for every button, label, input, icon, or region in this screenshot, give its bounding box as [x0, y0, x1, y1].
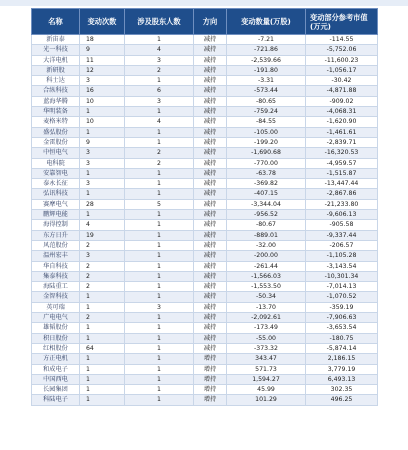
cell-change-count: 3	[80, 76, 125, 86]
cell-market-value: -10,301.34	[306, 271, 378, 281]
cell-name: 新宙泰	[32, 35, 80, 45]
cell-holders: 1	[125, 189, 194, 199]
cell-name: 华自科技	[32, 261, 80, 271]
cell-market-value: 496.25	[306, 395, 378, 405]
cell-direction: 减持	[194, 127, 227, 137]
table-row	[32, 323, 378, 333]
cell-market-value: -4,068.31	[306, 107, 378, 117]
table-row	[32, 179, 378, 189]
cell-holders: 6	[125, 86, 194, 96]
cell-holders: 1	[125, 127, 194, 137]
cell-direction: 减持	[194, 282, 227, 292]
cell-change-count: 4	[80, 220, 125, 230]
cell-direction: 减持	[194, 343, 227, 353]
table-row	[32, 148, 378, 158]
cell-market-value: -5,874.14	[306, 343, 378, 353]
cell-holders: 1	[125, 282, 194, 292]
cell-name: 风范股份	[32, 240, 80, 250]
cell-change-count: 11	[80, 55, 125, 65]
cell-market-value: -1,461.61	[306, 127, 378, 137]
cell-change-quantity: -407.15	[227, 189, 306, 199]
cell-direction: 减持	[194, 117, 227, 127]
cell-change-quantity: -3,344.04	[227, 199, 306, 209]
cell-change-quantity: -32.00	[227, 240, 306, 250]
cell-change-quantity: -721.86	[227, 45, 306, 55]
cell-holders: 1	[125, 220, 194, 230]
cell-holders: 1	[125, 354, 194, 364]
table-row	[32, 199, 378, 209]
cell-holders: 3	[125, 302, 194, 312]
cell-change-count: 3	[80, 148, 125, 158]
cell-direction: 减持	[194, 220, 227, 230]
cell-market-value: -7,906.63	[306, 313, 378, 323]
cell-market-value: -905.58	[306, 220, 378, 230]
cell-direction: 减持	[194, 96, 227, 106]
cell-change-count: 1	[80, 302, 125, 312]
cell-change-quantity: -13.70	[227, 302, 306, 312]
table-row	[32, 395, 378, 405]
table-row	[32, 96, 378, 106]
header-market-value: 变动部分参考市值(万元)	[306, 9, 378, 35]
cell-market-value: -206.57	[306, 240, 378, 250]
cell-market-value: -1,620.90	[306, 117, 378, 127]
cell-market-value: -16,320.53	[306, 148, 378, 158]
cell-direction: 减持	[194, 86, 227, 96]
table-row	[32, 117, 378, 127]
cell-change-quantity: -84.55	[227, 117, 306, 127]
cell-change-quantity: 343.47	[227, 354, 306, 364]
cell-market-value: -1,515.87	[306, 168, 378, 178]
cell-change-quantity: -759.24	[227, 107, 306, 117]
cell-change-count: 3	[80, 179, 125, 189]
cell-name: 电科院	[32, 158, 80, 168]
shareholder-change-table	[31, 8, 378, 406]
cell-holders: 1	[125, 210, 194, 220]
table-row	[32, 230, 378, 240]
cell-change-count: 64	[80, 343, 125, 353]
cell-market-value: -114.55	[306, 35, 378, 45]
cell-market-value: 2,186.15	[306, 354, 378, 364]
cell-market-value: -4,871.88	[306, 86, 378, 96]
cell-direction: 减持	[194, 261, 227, 271]
cell-direction: 减持	[194, 313, 227, 323]
cell-direction: 减持	[194, 302, 227, 312]
table-row	[32, 385, 378, 395]
cell-holders: 1	[125, 230, 194, 240]
cell-market-value: -2,839.71	[306, 137, 378, 147]
header-change-quantity: 变动数量(万股)	[227, 9, 306, 35]
cell-market-value: -2,867.86	[306, 189, 378, 199]
cell-name: 科陆电子	[32, 395, 80, 405]
cell-change-count: 1	[80, 385, 125, 395]
cell-direction: 减持	[194, 35, 227, 45]
cell-direction: 减持	[194, 251, 227, 261]
cell-market-value: -1,056.17	[306, 65, 378, 75]
cell-change-quantity: -173.49	[227, 323, 306, 333]
cell-market-value: -21,233.80	[306, 199, 378, 209]
cell-direction: 减持	[194, 45, 227, 55]
cell-change-count: 10	[80, 96, 125, 106]
cell-name: 金智科技	[32, 292, 80, 302]
cell-market-value: -3,143.54	[306, 261, 378, 271]
cell-holders: 1	[125, 137, 194, 147]
cell-holders: 1	[125, 271, 194, 281]
table-row	[32, 282, 378, 292]
cell-name: 鹏辉电能	[32, 210, 80, 220]
cell-name: 东方日升	[32, 230, 80, 240]
table-row	[32, 364, 378, 374]
cell-change-quantity: 1,594.27	[227, 374, 306, 384]
cell-name: 盛弘股份	[32, 127, 80, 137]
cell-change-count: 9	[80, 137, 125, 147]
cell-direction: 增持	[194, 364, 227, 374]
table-body	[32, 35, 378, 406]
cell-market-value: -3,653.54	[306, 323, 378, 333]
cell-change-quantity: -3.31	[227, 76, 306, 86]
cell-change-quantity: 571.73	[227, 364, 306, 374]
table-row	[32, 271, 378, 281]
table-row	[32, 189, 378, 199]
cell-holders: 1	[125, 251, 194, 261]
table-row	[32, 127, 378, 137]
header-holders: 涉及股东人数	[125, 9, 194, 35]
cell-market-value: -9,606.13	[306, 210, 378, 220]
cell-change-quantity: -63.78	[227, 168, 306, 178]
cell-change-quantity: -261.44	[227, 261, 306, 271]
cell-name: 合纵科技	[32, 86, 80, 96]
table-row	[32, 292, 378, 302]
cell-change-quantity: -573.44	[227, 86, 306, 96]
cell-change-count: 1	[80, 395, 125, 405]
cell-holders: 1	[125, 395, 194, 405]
cell-direction: 减持	[194, 323, 227, 333]
cell-direction: 增持	[194, 354, 227, 364]
table-row	[32, 86, 378, 96]
cell-holders: 1	[125, 364, 194, 374]
cell-direction: 增持	[194, 374, 227, 384]
cell-change-quantity: -1,553.50	[227, 282, 306, 292]
cell-direction: 减持	[194, 55, 227, 65]
cell-holders: 4	[125, 45, 194, 55]
cell-name: 泰永长征	[32, 179, 80, 189]
cell-holders: 1	[125, 333, 194, 343]
cell-name: 安靠智电	[32, 168, 80, 178]
cell-market-value: 3,779.19	[306, 364, 378, 374]
header-change-count: 变动次数	[80, 9, 125, 35]
cell-change-count: 1	[80, 374, 125, 384]
table-header-row	[32, 9, 378, 35]
cell-holders: 1	[125, 385, 194, 395]
cell-market-value: -909.02	[306, 96, 378, 106]
cell-change-quantity: -200.00	[227, 251, 306, 261]
cell-direction: 减持	[194, 230, 227, 240]
cell-direction: 减持	[194, 189, 227, 199]
cell-holders: 3	[125, 96, 194, 106]
cell-change-count: 1	[80, 323, 125, 333]
cell-holders: 1	[125, 35, 194, 45]
cell-change-quantity: -7.21	[227, 35, 306, 45]
cell-change-quantity: -80.65	[227, 96, 306, 106]
table-row	[32, 354, 378, 364]
table-row	[32, 220, 378, 230]
cell-name: 科士达	[32, 76, 80, 86]
cell-change-count: 1	[80, 189, 125, 199]
cell-change-quantity: -55.00	[227, 333, 306, 343]
cell-change-count: 16	[80, 86, 125, 96]
cell-name: 和成电子	[32, 364, 80, 374]
cell-direction: 减持	[194, 271, 227, 281]
cell-name: 大洋电机	[32, 55, 80, 65]
top-band	[0, 0, 408, 6]
cell-name: 红相股份	[32, 343, 80, 353]
cell-change-quantity: -956.52	[227, 210, 306, 220]
cell-name: 光一科技	[32, 45, 80, 55]
cell-direction: 减持	[194, 137, 227, 147]
cell-holders: 1	[125, 240, 194, 250]
cell-change-quantity: -50.34	[227, 292, 306, 302]
cell-direction: 减持	[194, 158, 227, 168]
cell-change-count: 1	[80, 292, 125, 302]
cell-market-value: -359.19	[306, 302, 378, 312]
cell-change-quantity: -770.00	[227, 158, 306, 168]
cell-holders: 1	[125, 343, 194, 353]
cell-direction: 减持	[194, 240, 227, 250]
table-row	[32, 251, 378, 261]
cell-change-count: 3	[80, 158, 125, 168]
cell-holders: 2	[125, 158, 194, 168]
cell-change-quantity: 45.99	[227, 385, 306, 395]
cell-direction: 减持	[194, 76, 227, 86]
cell-holders: 1	[125, 179, 194, 189]
cell-change-quantity: -2,539.66	[227, 55, 306, 65]
cell-market-value: -180.75	[306, 333, 378, 343]
cell-change-count: 9	[80, 45, 125, 55]
cell-direction: 减持	[194, 65, 227, 75]
cell-market-value: 6,493.13	[306, 374, 378, 384]
cell-holders: 1	[125, 323, 194, 333]
cell-name: 弘讯科技	[32, 189, 80, 199]
cell-change-count: 1	[80, 354, 125, 364]
cell-holders: 1	[125, 374, 194, 384]
cell-change-count: 19	[80, 230, 125, 240]
cell-name: 温州宏丰	[32, 251, 80, 261]
cell-change-count: 1	[80, 364, 125, 374]
table-row	[32, 313, 378, 323]
table-row	[32, 45, 378, 55]
header-direction: 方向	[194, 9, 227, 35]
cell-change-count: 1	[80, 107, 125, 117]
table-row	[32, 107, 378, 117]
cell-name: 蓝海华腾	[32, 96, 80, 106]
cell-name: 金雷股份	[32, 137, 80, 147]
table-row	[32, 374, 378, 384]
table-row	[32, 158, 378, 168]
cell-direction: 减持	[194, 107, 227, 117]
cell-name: 英可瑞	[32, 302, 80, 312]
cell-holders: 1	[125, 261, 194, 271]
table-row	[32, 302, 378, 312]
cell-holders: 1	[125, 76, 194, 86]
cell-holders: 2	[125, 65, 194, 75]
cell-name: 海得控制	[32, 220, 80, 230]
cell-direction: 减持	[194, 168, 227, 178]
cell-market-value: -4,959.57	[306, 158, 378, 168]
table-row	[32, 137, 378, 147]
cell-change-quantity: -2,092.61	[227, 313, 306, 323]
cell-change-count: 1	[80, 127, 125, 137]
cell-change-count: 1	[80, 333, 125, 343]
cell-change-quantity: -191.80	[227, 65, 306, 75]
cell-holders: 1	[125, 292, 194, 302]
cell-change-count: 2	[80, 261, 125, 271]
cell-change-count: 18	[80, 35, 125, 45]
cell-change-count: 2	[80, 282, 125, 292]
cell-name: 华明装备	[32, 107, 80, 117]
cell-holders: 1	[125, 107, 194, 117]
cell-change-quantity: -1,690.68	[227, 148, 306, 158]
cell-change-quantity: -199.20	[227, 137, 306, 147]
cell-holders: 4	[125, 117, 194, 127]
cell-market-value: -1,105.28	[306, 251, 378, 261]
cell-name: 新研股	[32, 65, 80, 75]
cell-change-quantity: -80.67	[227, 220, 306, 230]
cell-change-quantity: 101.29	[227, 395, 306, 405]
cell-change-quantity: -889.01	[227, 230, 306, 240]
cell-name: 麦格米特	[32, 117, 80, 127]
table-row	[32, 65, 378, 75]
cell-market-value: -30.42	[306, 76, 378, 86]
cell-change-quantity: -1,566.03	[227, 271, 306, 281]
cell-name: 集泰科技	[32, 271, 80, 281]
cell-change-count: 2	[80, 240, 125, 250]
cell-holders: 1	[125, 168, 194, 178]
cell-market-value: -1,070.52	[306, 292, 378, 302]
cell-change-count: 2	[80, 313, 125, 323]
cell-change-count: 1	[80, 168, 125, 178]
header-name: 名称	[32, 9, 80, 35]
cell-direction: 减持	[194, 148, 227, 158]
cell-direction: 减持	[194, 210, 227, 220]
cell-market-value: 302.35	[306, 385, 378, 395]
cell-holders: 3	[125, 55, 194, 65]
cell-holders: 1	[125, 313, 194, 323]
cell-direction: 减持	[194, 292, 227, 302]
cell-change-quantity: -369.82	[227, 179, 306, 189]
table-row	[32, 35, 378, 45]
cell-name: 海陆重工	[32, 282, 80, 292]
cell-change-count: 12	[80, 65, 125, 75]
cell-change-count: 1	[80, 210, 125, 220]
cell-holders: 5	[125, 199, 194, 209]
cell-direction: 减持	[194, 199, 227, 209]
cell-name: 赛摩电气	[32, 199, 80, 209]
cell-name: 长园集团	[32, 385, 80, 395]
cell-market-value: -9,337.44	[306, 230, 378, 240]
cell-change-quantity: -105.00	[227, 127, 306, 137]
table-row	[32, 240, 378, 250]
cell-name: 中国西电	[32, 374, 80, 384]
cell-change-count: 3	[80, 251, 125, 261]
table-row	[32, 210, 378, 220]
cell-change-count: 2	[80, 271, 125, 281]
cell-name: 方正电机	[32, 354, 80, 364]
table-row	[32, 343, 378, 353]
cell-change-count: 28	[80, 199, 125, 209]
cell-direction: 增持	[194, 385, 227, 395]
cell-name: 中恒电气	[32, 148, 80, 158]
cell-name: 积日股份	[32, 333, 80, 343]
table-row	[32, 55, 378, 65]
cell-change-count: 10	[80, 117, 125, 127]
cell-holders: 2	[125, 148, 194, 158]
cell-market-value: -7,014.13	[306, 282, 378, 292]
cell-direction: 增持	[194, 395, 227, 405]
table-row	[32, 261, 378, 271]
cell-market-value: -11,600.23	[306, 55, 378, 65]
cell-name: 雄韬股份	[32, 323, 80, 333]
cell-name: 广电电气	[32, 313, 80, 323]
cell-direction: 减持	[194, 333, 227, 343]
cell-market-value: -5,752.06	[306, 45, 378, 55]
cell-market-value: -13,447.44	[306, 179, 378, 189]
table-row	[32, 333, 378, 343]
table-row	[32, 168, 378, 178]
cell-direction: 减持	[194, 179, 227, 189]
cell-change-quantity: -373.32	[227, 343, 306, 353]
table-row	[32, 76, 378, 86]
